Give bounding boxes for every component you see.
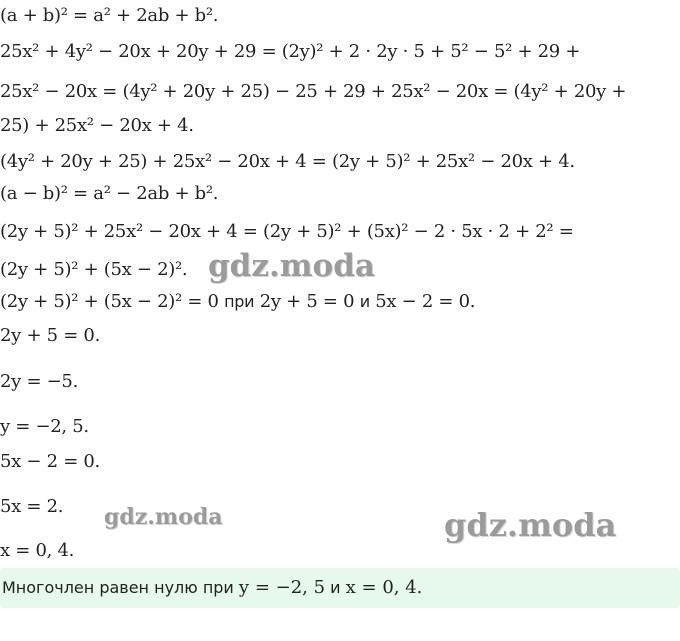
expansion-line-3: 25) + 25x² − 20x + 4. <box>0 115 194 136</box>
answer-conjunction: и <box>330 578 341 597</box>
expansion-line-2: 25x² − 20x = (4y² + 20y + 25) − 25 + 29 + 25x² − 20x = (4y² + 20y + <box>0 81 627 102</box>
answer-label: Многочлен равен нулю при <box>2 578 234 597</box>
condition-second-equation: 5x − 2 = 0. <box>375 291 476 312</box>
equation-y-result: y = −2, 5. <box>0 416 89 437</box>
watermark-top: gdz.moda <box>208 248 375 284</box>
watermark-bottom-left: gdz.moda <box>104 504 223 530</box>
answer-box <box>0 568 680 608</box>
answer-x-value: x = 0, 4. <box>345 577 423 598</box>
answer-y-value: y = −2, 5 <box>238 577 326 598</box>
answer-text <box>2 576 422 600</box>
condition-word-when: при <box>224 292 255 311</box>
expansion-line-1: 25x² + 4y² − 20x + 20y + 29 = (2y)² + 2 · 2y · 5 + 5² − 5² + 29 + <box>0 41 581 62</box>
equation-x-step-1: 5x − 2 = 0. <box>0 451 100 472</box>
transform-line-2: (2y + 5)² + (5x − 2)². <box>0 259 188 280</box>
equation-x-step-2: 5x = 2. <box>0 496 64 517</box>
watermark-bottom-right: gdz.moda <box>444 506 617 544</box>
condition-word-and: и <box>359 292 370 311</box>
equation-y-step-1: 2y + 5 = 0. <box>0 325 100 346</box>
equation-y-step-2: 2y = −5. <box>0 371 79 392</box>
transform-line-1: (2y + 5)² + 25x² − 20x + 4 = (2y + 5)² + (5x)² − 2 · 5x · 2 + 2² = <box>0 221 574 242</box>
formula-square-of-sum: (a + b)² = a² + 2ab + b². <box>0 5 219 26</box>
equation-x-result: x = 0, 4. <box>0 540 75 561</box>
grouping-line: (4y² + 20y + 25) + 25x² − 20x + 4 = (2y + 5)² + 25x² − 20x + 4. <box>0 151 575 172</box>
condition-expression: (2y + 5)² + (5x − 2)² = 0 <box>0 291 219 312</box>
formula-square-of-difference: (a − b)² = a² − 2ab + b². <box>0 183 219 204</box>
condition-first-equation: 2y + 5 = 0 <box>259 291 355 312</box>
zero-condition-line <box>0 290 475 314</box>
